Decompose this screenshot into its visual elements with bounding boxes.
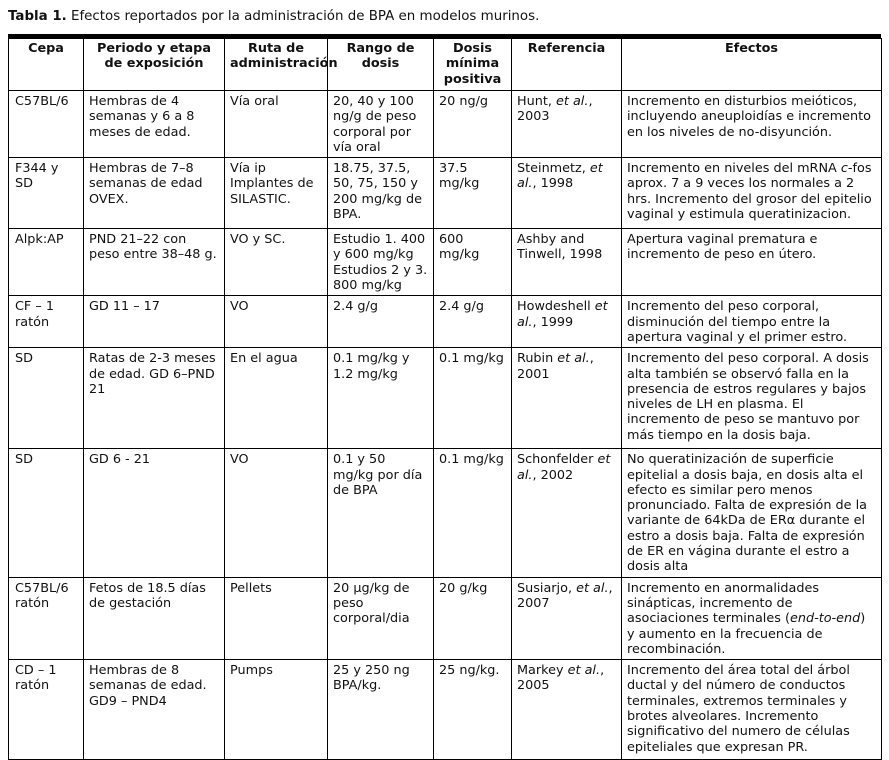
cell-rango: 25 y 250 ng BPA/kg. bbox=[328, 660, 434, 760]
header-dosis: Dosis mínima positiva bbox=[434, 39, 512, 91]
cell-efectos: No queratinización de superficie epitelial a dosis baja, en dosis alta el efecto es similar pero menos pronunciado. Falta de expresión de la variante de 64kDa de ERα durante el estro a dosis baja. Falta de expresión de ER en vágina durante el estro a dosis alta bbox=[622, 449, 882, 577]
table-row bbox=[9, 577, 882, 659]
cell-periodo: Hembras de 7–8 semanas de edad OVEX. bbox=[84, 158, 225, 229]
cell-referencia: Markey et al., 2005 bbox=[512, 660, 622, 760]
cell-ruta: En el agua bbox=[225, 348, 328, 449]
cell-dosis: 600 mg/kg bbox=[434, 229, 512, 296]
cell-efectos: Incremento en anormalidades sinápticas, incremento de asociaciones terminales (end-to-end) y aumento en la frecuencia de recombinación. bbox=[622, 577, 882, 659]
cell-ruta: Vía oral bbox=[225, 91, 328, 158]
cell-referencia: Ashby and Tinwell, 1998 bbox=[512, 229, 622, 296]
cell-ruta: VO bbox=[225, 296, 328, 348]
cell-referencia: Howdeshell et al., 1999 bbox=[512, 296, 622, 348]
cell-cepa: C57BL/6 bbox=[9, 91, 84, 158]
table-row bbox=[9, 449, 882, 577]
data-table bbox=[8, 38, 882, 760]
cell-periodo: Hembras de 8 semanas de edad. GD9 – PND4 bbox=[84, 660, 225, 760]
cell-rango: Estudio 1. 400 y 600 mg/kg Estudios 2 y 3. 800 mg/kg bbox=[328, 229, 434, 296]
header-cepa: Cepa bbox=[9, 39, 84, 91]
cell-cepa: CF – 1 ratón bbox=[9, 296, 84, 348]
header-referencia: Referencia bbox=[512, 39, 622, 91]
caption-label: Tabla 1. bbox=[8, 9, 67, 24]
cell-rango: 2.4 g/g bbox=[328, 296, 434, 348]
cell-ruta: VO bbox=[225, 449, 328, 577]
cell-ruta: Vía ip Implantes de SILASTIC. bbox=[225, 158, 328, 229]
cell-ruta: Pellets bbox=[225, 577, 328, 659]
cell-dosis: 25 ng/kg. bbox=[434, 660, 512, 760]
cell-efectos: Incremento en niveles del mRNA c-fos aprox. 7 a 9 veces los normales a 2 hrs. Incremento del grosor del epitelio vaginal y estimula queratinizacion. bbox=[622, 158, 882, 229]
cell-cepa: Alpk:AP bbox=[9, 229, 84, 296]
cell-dosis: 20 ng/g bbox=[434, 91, 512, 158]
cell-cepa: CD – 1 ratón bbox=[9, 660, 84, 760]
cell-rango: 0.1 mg/kg y 1.2 mg/kg bbox=[328, 348, 434, 449]
cell-dosis: 20 g/kg bbox=[434, 577, 512, 659]
cell-periodo: GD 6 - 21 bbox=[84, 449, 225, 577]
cell-ruta: VO y SC. bbox=[225, 229, 328, 296]
cell-periodo: GD 11 – 17 bbox=[84, 296, 225, 348]
cell-referencia: Hunt, et al., 2003 bbox=[512, 91, 622, 158]
cell-efectos: Incremento en disturbios meióticos, incluyendo aneuploidías e incremento en los niveles de no-disyunción. bbox=[622, 91, 882, 158]
caption-text: Efectos reportados por la administración de BPA en modelos murinos. bbox=[66, 9, 540, 24]
cell-periodo: PND 21–22 con peso entre 38–48 g. bbox=[84, 229, 225, 296]
cell-efectos: Apertura vaginal prematura e incremento de peso en útero. bbox=[622, 229, 882, 296]
cell-cepa: F344 y SD bbox=[9, 158, 84, 229]
cell-dosis: 0.1 mg/kg bbox=[434, 449, 512, 577]
cell-cepa: SD bbox=[9, 449, 84, 577]
table-row bbox=[9, 91, 882, 158]
cell-rango: 0.1 y 50 mg/kg por día de BPA bbox=[328, 449, 434, 577]
cell-referencia: Schonfelder et al., 2002 bbox=[512, 449, 622, 577]
table-row bbox=[9, 660, 882, 760]
cell-periodo: Ratas de 2-3 meses de edad. GD 6–PND 21 bbox=[84, 348, 225, 449]
header-rango: Rango de dosis bbox=[328, 39, 434, 91]
cell-efectos: Incremento del área total del árbol ductal y del número de conductos terminales, extremos terminales y brotes alveolares. Incremento significativo del numero de células epiteliales que expresan PR. bbox=[622, 660, 882, 760]
cell-referencia: Steinmetz, et al., 1998 bbox=[512, 158, 622, 229]
cell-rango: 18.75, 37.5, 50, 75, 150 y 200 mg/kg de BPA. bbox=[328, 158, 434, 229]
cell-efectos: Incremento del peso corporal, disminución del tiempo entre la apertura vaginal y el primer estro. bbox=[622, 296, 882, 348]
cell-periodo: Fetos de 18.5 días de gestación bbox=[84, 577, 225, 659]
cell-dosis: 2.4 g/g bbox=[434, 296, 512, 348]
cell-referencia: Susiarjo, et al., 2007 bbox=[512, 577, 622, 659]
cell-referencia: Rubin et al., 2001 bbox=[512, 348, 622, 449]
table-caption bbox=[8, 9, 539, 25]
header-row bbox=[9, 39, 882, 91]
table-row bbox=[9, 296, 882, 348]
cell-rango: 20 μg/kg de peso corporal/dia bbox=[328, 577, 434, 659]
cell-efectos: Incremento del peso corporal. A dosis alta también se observó falla en la presencia de estros regulares y bajos niveles de LH en plasma. El incremento de peso se mantuvo por más tiempo en la dosis baja. bbox=[622, 348, 882, 449]
table-row bbox=[9, 348, 882, 449]
table-row bbox=[9, 158, 882, 229]
cell-dosis: 37.5 mg/kg bbox=[434, 158, 512, 229]
header-ruta: Ruta de administración bbox=[225, 39, 328, 91]
header-efectos: Efectos bbox=[622, 39, 882, 91]
cell-rango: 20, 40 y 100 ng/g de peso corporal por vía oral bbox=[328, 91, 434, 158]
cell-dosis: 0.1 mg/kg bbox=[434, 348, 512, 449]
cell-cepa: C57BL/6 ratón bbox=[9, 577, 84, 659]
cell-periodo: Hembras de 4 semanas y 6 a 8 meses de edad. bbox=[84, 91, 225, 158]
cell-ruta: Pumps bbox=[225, 660, 328, 760]
table-row bbox=[9, 229, 882, 296]
cell-cepa: SD bbox=[9, 348, 84, 449]
header-periodo: Periodo y etapa de exposición bbox=[84, 39, 225, 91]
